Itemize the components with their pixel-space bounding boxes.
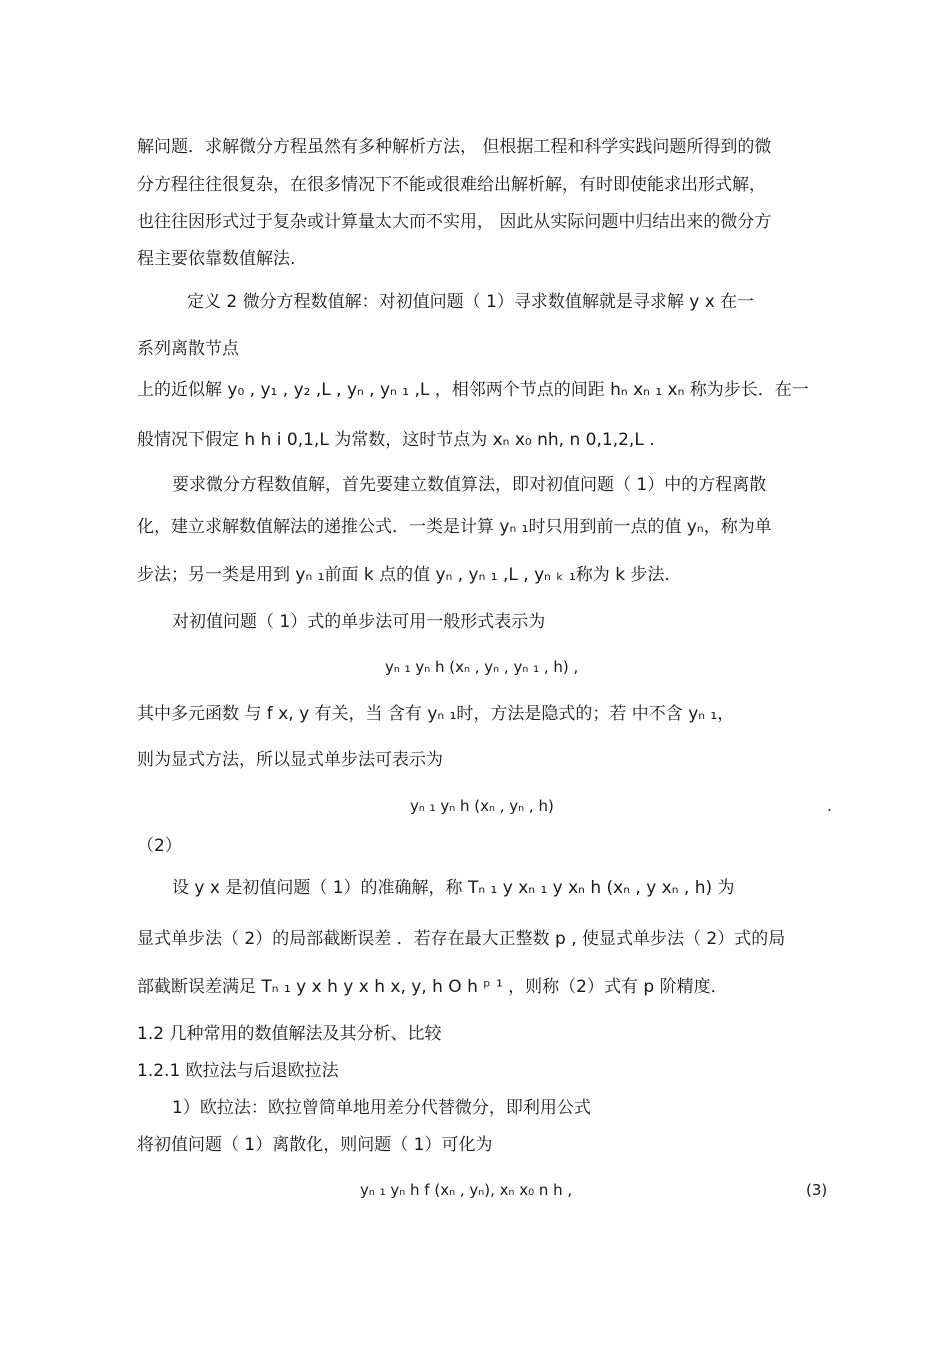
paragraph-line: 上的近似解 y₀ , y₁ , y₂ ,L , yₙ , yₙ ₁ ,L ，相邻两个节点的间距 hₙ xₙ ₁ xₙ 称为步长．在一 <box>137 380 809 400</box>
paragraph-line: 则为显式方法，所以显式单步法可表示为 <box>137 750 443 770</box>
paragraph-line: 解问题．求解微分方程虽然有多种解析方法， 但根据工程和科学实践问题所得到的微 <box>137 137 772 157</box>
equation-number: (3) <box>806 1181 828 1199</box>
section-heading: 1.2 几种常用的数值解法及其分析、比较 <box>137 1024 442 1044</box>
definition-heading: 定义 2 微分方程数值解：对初值问题（ 1）寻求数值解就是寻求解 y x 在一 <box>187 292 755 312</box>
equation-euler: yₙ ₁ yₙ h f (xₙ , yₙ), xₙ x₀ n h , <box>360 1181 573 1199</box>
paragraph-line: 程主要依靠数值解法. <box>137 249 296 269</box>
equation-general-step: yₙ ₁ yₙ h (xₙ , yₙ , yₙ ₁ , h) , <box>385 658 579 676</box>
paragraph-line: 对初值问题（ 1）式的单步法可用一般形式表示为 <box>172 612 546 632</box>
paragraph-line: 分方程往往很复杂，在很多情况下不能或很难给出解析解，有时即使能求出形式解， <box>137 175 766 195</box>
paragraph-line: 将初值问题（ 1）离散化，则问题（ 1）可化为 <box>137 1135 493 1155</box>
paragraph-line: 部截断误差满足 Tₙ ₁ y x h y x h x, y, h O h ᵖ ¹ ，则称（2）式有 p 阶精度． <box>137 977 728 997</box>
paragraph-line: 也往往因形式过于复杂或计算量太大而不实用， 因此从实际问题中归结出来的微分方 <box>137 212 772 232</box>
paragraph-line: 设 y x 是初值问题（ 1）的准确解，称 Tₙ ₁ y xₙ ₁ y xₙ h (xₙ , y xₙ , h) 为 <box>172 878 735 898</box>
subsection-heading: 1.2.1 欧拉法与后退欧拉法 <box>137 1061 339 1081</box>
paragraph-line: 1）欧拉法：欧拉曾简单地用差分代替微分，即利用公式 <box>172 1098 591 1118</box>
paragraph-line: 系列离散节点 <box>137 339 239 359</box>
paragraph-line: 其中多元函数 与 f x, y 有关，当 含有 yₙ ₁时，方法是隐式的；若 中不含 yₙ ₁， <box>137 704 735 724</box>
equation-number: （2） <box>137 836 182 856</box>
equation-dot: . <box>827 797 832 815</box>
paragraph-line: 化，建立求解数值解法的递推公式．一类是计算 yₙ ₁时只用到前一点的值 yₙ，称为单 <box>137 517 772 537</box>
paragraph-line: 般情况下假定 h h i 0,1,L 为常数，这时节点为 xₙ x₀ nh, n 0,1,2,L . <box>137 430 655 450</box>
paragraph-line: 显式单步法（ 2）的局部截断误差 ．若存在最大正整数 p , 使显式单步法（ 2）式的局 <box>137 929 786 949</box>
paragraph-line: 要求微分方程数值解，首先要建立数值算法，即对初值问题（ 1）中的方程离散 <box>172 475 767 495</box>
equation-explicit-step: yₙ ₁ yₙ h (xₙ , yₙ , h) <box>410 797 554 815</box>
paragraph-line: 步法；另一类是用到 yₙ ₁前面 k 点的值 yₙ , yₙ ₁ ,L , yₙ ₖ ₁称为 k 步法． <box>137 565 682 585</box>
